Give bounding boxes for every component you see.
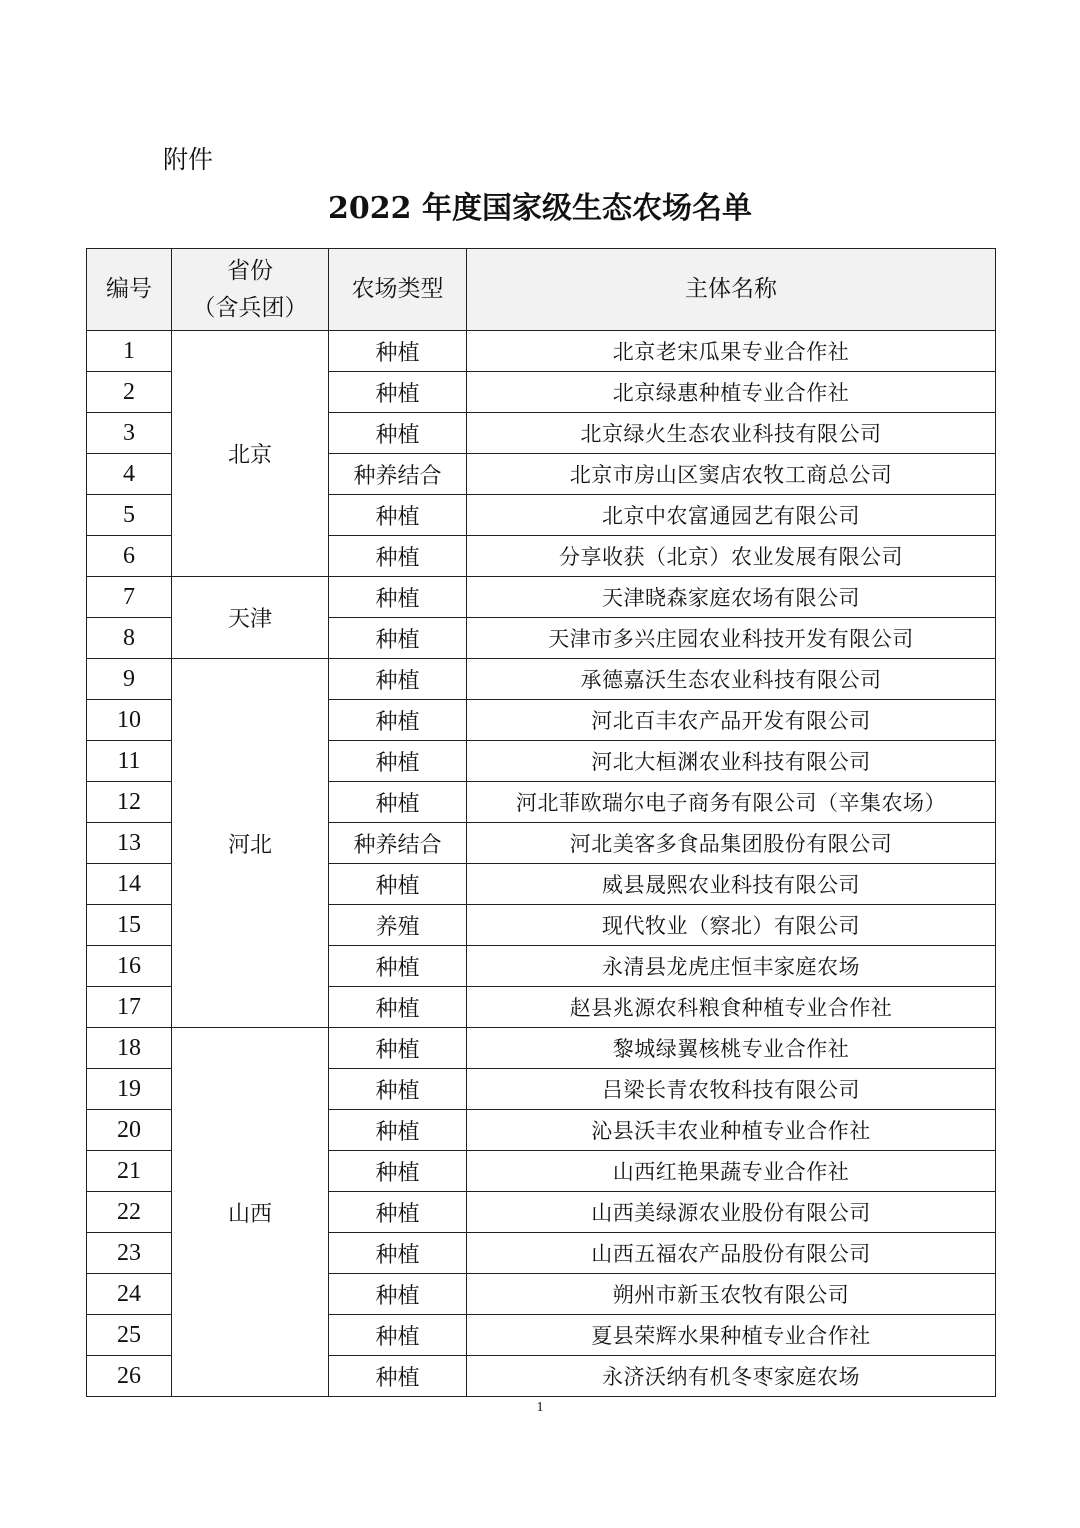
- header-entity-name: 主体名称: [467, 249, 996, 331]
- entity-name-cell: 黎城绿翼核桃专业合作社: [467, 1028, 996, 1069]
- row-number: 20: [87, 1110, 172, 1151]
- entity-name-cell: 天津晓森家庭农场有限公司: [467, 577, 996, 618]
- table-header-row: [87, 249, 996, 331]
- farm-type-cell: 种植: [329, 1028, 467, 1069]
- farm-type-cell: 种植: [329, 1192, 467, 1233]
- farm-type-cell: 种植: [329, 1069, 467, 1110]
- row-number: 21: [87, 1151, 172, 1192]
- entity-name-cell: 河北百丰农产品开发有限公司: [467, 700, 996, 741]
- table-row: [87, 659, 996, 700]
- province-cell: 北京: [172, 331, 329, 577]
- entity-name-cell: 北京老宋瓜果专业合作社: [467, 331, 996, 372]
- farm-type-cell: 种植: [329, 700, 467, 741]
- row-number: 13: [87, 823, 172, 864]
- row-number: 19: [87, 1069, 172, 1110]
- row-number: 15: [87, 905, 172, 946]
- entity-name-cell: 永清县龙虎庄恒丰家庭农场: [467, 946, 996, 987]
- entity-name-cell: 河北美客多食品集团股份有限公司: [467, 823, 996, 864]
- entity-name-cell: 威县晟熙农业科技有限公司: [467, 864, 996, 905]
- row-number: 11: [87, 741, 172, 782]
- farm-type-cell: 种植: [329, 946, 467, 987]
- header-province: [172, 249, 329, 331]
- header-number: 编号: [87, 249, 172, 331]
- province-cell: 河北: [172, 659, 329, 1028]
- entity-name-cell: 夏县荣辉水果种植专业合作社: [467, 1315, 996, 1356]
- table-row: [87, 331, 996, 372]
- row-number: 5: [87, 495, 172, 536]
- table-row: [87, 577, 996, 618]
- entity-name-cell: 永济沃纳有机冬枣家庭农场: [467, 1356, 996, 1397]
- entity-name-cell: 河北菲欧瑞尔电子商务有限公司（辛集农场）: [467, 782, 996, 823]
- farm-type-cell: 种养结合: [329, 454, 467, 495]
- entity-name-cell: 北京中农富通园艺有限公司: [467, 495, 996, 536]
- entity-name-cell: 天津市多兴庄园农业科技开发有限公司: [467, 618, 996, 659]
- row-number: 6: [87, 536, 172, 577]
- row-number: 23: [87, 1233, 172, 1274]
- row-number: 22: [87, 1192, 172, 1233]
- province-cell: 山西: [172, 1028, 329, 1397]
- farm-type-cell: 种植: [329, 1315, 467, 1356]
- farm-table-body: [87, 331, 996, 1397]
- farm-list-table: [86, 248, 996, 1397]
- row-number: 10: [87, 700, 172, 741]
- farm-type-cell: 种植: [329, 331, 467, 372]
- farm-type-cell: 种植: [329, 1233, 467, 1274]
- row-number: 12: [87, 782, 172, 823]
- row-number: 9: [87, 659, 172, 700]
- entity-name-cell: 北京绿惠种植专业合作社: [467, 372, 996, 413]
- row-number: 24: [87, 1274, 172, 1315]
- province-cell: 天津: [172, 577, 329, 659]
- entity-name-cell: 北京市房山区窦店农牧工商总公司: [467, 454, 996, 495]
- entity-name-cell: 分享收获（北京）农业发展有限公司: [467, 536, 996, 577]
- document-title: 2022 年度国家级生态农场名单: [328, 191, 752, 226]
- farm-type-cell: 种植: [329, 1110, 467, 1151]
- row-number: 2: [87, 372, 172, 413]
- farm-type-cell: 种植: [329, 495, 467, 536]
- row-number: 3: [87, 413, 172, 454]
- farm-type-cell: 种植: [329, 372, 467, 413]
- entity-name-cell: 朔州市新玉农牧有限公司: [467, 1274, 996, 1315]
- row-number: 14: [87, 864, 172, 905]
- header-province-line1: 省份: [227, 257, 273, 284]
- header-farm-type: 农场类型: [329, 249, 467, 331]
- row-number: 26: [87, 1356, 172, 1397]
- entity-name-cell: 北京绿火生态农业科技有限公司: [467, 413, 996, 454]
- farm-type-cell: 种植: [329, 1151, 467, 1192]
- entity-name-cell: 沁县沃丰农业种植专业合作社: [467, 1110, 996, 1151]
- farm-type-cell: 种植: [329, 536, 467, 577]
- entity-name-cell: 山西美绿源农业股份有限公司: [467, 1192, 996, 1233]
- farm-type-cell: 养殖: [329, 905, 467, 946]
- entity-name-cell: 山西红艳果蔬专业合作社: [467, 1151, 996, 1192]
- row-number: 16: [87, 946, 172, 987]
- entity-name-cell: 吕梁长青农牧科技有限公司: [467, 1069, 996, 1110]
- attachment-label: 附件: [163, 145, 214, 174]
- farm-type-cell: 种植: [329, 1356, 467, 1397]
- row-number: 7: [87, 577, 172, 618]
- farm-type-cell: 种植: [329, 413, 467, 454]
- farm-type-cell: 种养结合: [329, 823, 467, 864]
- entity-name-cell: 山西五福农产品股份有限公司: [467, 1233, 996, 1274]
- farm-type-cell: 种植: [329, 864, 467, 905]
- farm-type-cell: 种植: [329, 1274, 467, 1315]
- entity-name-cell: 赵县兆源农科粮食种植专业合作社: [467, 987, 996, 1028]
- farm-type-cell: 种植: [329, 987, 467, 1028]
- entity-name-cell: 承德嘉沃生态农业科技有限公司: [467, 659, 996, 700]
- farm-type-cell: 种植: [329, 659, 467, 700]
- row-number: 18: [87, 1028, 172, 1069]
- row-number: 8: [87, 618, 172, 659]
- row-number: 17: [87, 987, 172, 1028]
- farm-type-cell: 种植: [329, 618, 467, 659]
- farm-type-cell: 种植: [329, 782, 467, 823]
- entity-name-cell: 河北大桓渊农业科技有限公司: [467, 741, 996, 782]
- farm-type-cell: 种植: [329, 741, 467, 782]
- farm-type-cell: 种植: [329, 577, 467, 618]
- header-province-line2: （含兵团）: [192, 294, 308, 321]
- table-row: [87, 1028, 996, 1069]
- row-number: 4: [87, 454, 172, 495]
- row-number: 1: [87, 331, 172, 372]
- entity-name-cell: 现代牧业（察北）有限公司: [467, 905, 996, 946]
- page-number: 1: [536, 1400, 544, 1415]
- row-number: 25: [87, 1315, 172, 1356]
